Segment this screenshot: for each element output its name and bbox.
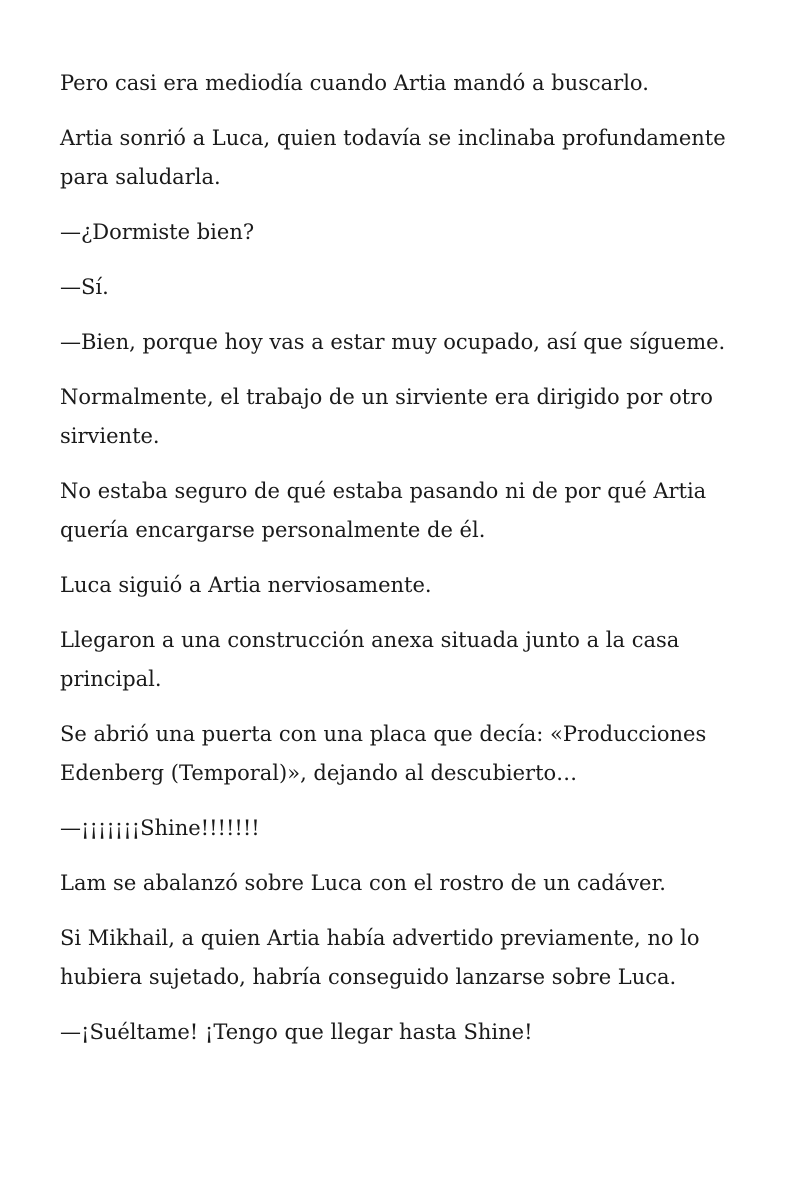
reading-page xyxy=(60,64,745,1068)
paragraph: No estaba seguro de qué estaba pasando ni de por qué Artia quería encargarse personalmente de él. xyxy=(60,479,707,542)
paragraph: Lam se abalanzó sobre Luca con el rostro de un cadáver. xyxy=(60,871,666,895)
paragraph: Llegaron a una construcción anexa situada junto a la casa principal. xyxy=(60,628,680,691)
dialogue-line: —¡¡¡¡¡¡¡Shine!!!!!!! xyxy=(60,816,260,840)
paragraph: Si Mikhail, a quien Artia había advertido previamente, no lo hubiera sujetado, habría conseguido lanzarse sobre Luca. xyxy=(60,926,700,989)
paragraph: Se abrió una puerta con una placa que decía: «Producciones Edenberg (Temporal)», dejando al descubierto… xyxy=(60,722,707,785)
paragraph: Pero casi era mediodía cuando Artia mandó a buscarlo. xyxy=(60,71,649,95)
dialogue-line: —Bien, porque hoy vas a estar muy ocupado, así que sígueme. xyxy=(60,330,726,354)
paragraph: Normalmente, el trabajo de un sirviente era dirigido por otro sirviente. xyxy=(60,385,713,448)
dialogue-line: —¡Suéltame! ¡Tengo que llegar hasta Shine! xyxy=(60,1020,533,1044)
paragraph: Artia sonrió a Luca, quien todavía se inclinaba profundamente para saludarla. xyxy=(60,126,726,189)
dialogue-line: —Sí. xyxy=(60,275,109,299)
dialogue-line: —¿Dormiste bien? xyxy=(60,220,255,244)
paragraph: Luca siguió a Artia nerviosamente. xyxy=(60,573,432,597)
